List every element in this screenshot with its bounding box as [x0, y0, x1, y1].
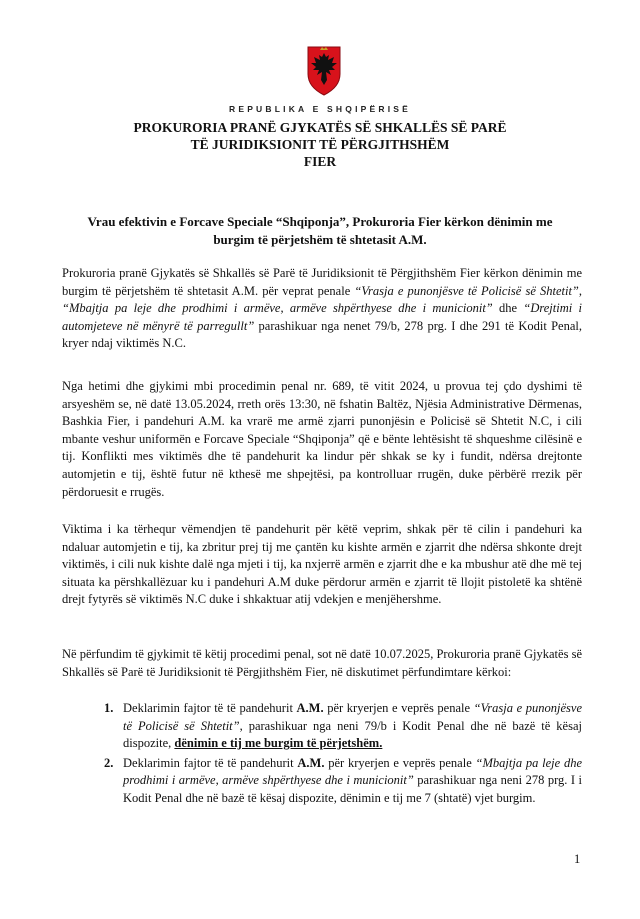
albanian-emblem-icon [304, 44, 344, 96]
paragraph-investigation: Nga hetimi dhe gjykimi mbi procedimin penal nr. 689, të vitit 2024, u provua tej çdo dyshimi të arsyeshëm se, në datë 13.05.2024, rreth orës 13:30, në fshatin Baltëz, Njësia Administrative Dërmenas, Bashkia Fier, i pandehuri A.M. ka vrarë me armë zjarri punonjësin e Policisë së Shtetit N.C, i cili mbante veshur uniformën e Forcave Speciale “Shqiponja” që e bënte lehtësisht të shqueshme cilësinë e tij. Konflikti mes viktimës dhe të pandehurit ka lindur për shkak se ky i fundit, ndërsa drejtonte automjetin e tij, është futur në kthesë me shpejtësi, pa kontrolluar rrugën, duke përbërë rrezik për përdoruesit e rrugës. [62, 379, 582, 499]
list-item: 2. Deklarimin fajtor të të pandehurit A.M. për kryerjen e veprës penale “Mbajtja pa leje dhe prodhimi i armëve, armëve shpërthyese dhe i municionit” parashikuar nga neni 278 prg. I i Kodit Penal dhe në bazë të kësaj dispozite, dënimin e tij me 7 (shtatë) vjet burgim. [104, 755, 582, 805]
paragraph-conclusion: Në përfundim të gjykimit të këtij procedimi penal, sot në datë 10.07.2025, Prokuroria pranë Gjykatës së Shkallës së Parë të Juridiksionit të Përgjithshëm Fier, në diskutimet përfundimtare kërkoi: [62, 647, 582, 679]
page-number: 1 [574, 852, 581, 866]
charge-driving: “Drejtimi i automjeteve në mënyrë të parregullt” [62, 301, 582, 333]
office-line-1: PROKURORIA PRANË GJYKATËS SË SHKALLËS SË PARË [133, 120, 507, 135]
charge-police-murder: “Vrasja e punonjësve të Policisë së Shtetit” [354, 283, 579, 298]
paragraph-request: Prokuroria pranë Gjykatës së Shkallës së Parë të Juridiksionit të Përgjithshëm Fier kërkon dënimin me burgim të përjetshëm të shtetasit A.M. për veprat penale “Vrasja e punonjësve të Policisë së Shtetit”, “Mbajtja pa leje dhe prodhimi i armëve, armëve shpërthyese dhe i municionit” dhe “Drejtimi i automjeteve në mënyrë të parregullt” parashikuar nga nenet 79/b, 278 prg. I dhe 291 të Kodit Penal, kryer ndaj viktimës N.C. [62, 266, 583, 351]
list-item: 1. Deklarimin fajtor të të pandehurit A.M. për kryerjen e veprës penale “Vrasja e punonjësve të Policisë së Shtetit”, parashikuar nga neni 79/b i Kodit Penal dhe në bazë të kësaj dispozite, dënimin e tij me burgim të përjetshëm. [104, 701, 582, 751]
title-line-1: Vrau efektivin e Forcave Speciale “Shqiponja”, Prokuroria Fier kërkon dënimin me [87, 214, 553, 229]
office-line-2: TË JURIDIKSIONIT TË PËRGJITHSHËM [190, 137, 450, 152]
title-line-2: burgim të përjetshëm të shtetasit A.M. [213, 232, 427, 247]
office-line-3: FIER [303, 154, 337, 169]
office-header [0, 119, 640, 170]
life-sentence-text: dënimin e tij me burgim të përjetshëm. [174, 736, 383, 751]
press-release-title [40, 213, 600, 249]
requests-list [104, 700, 582, 810]
republic-label: REPUBLIKA E SHQIPËRISË [228, 104, 412, 114]
charge-weapons: “Mbajtja pa leje dhe prodhimi i armëve, armëve shpërthyese dhe i municionit” [62, 301, 493, 316]
paragraph-incident: Viktima i ka tërhequr vëmendjen të pandehurit për këtë veprim, shkak për të cilin i pandehuri ka ndaluar automjetin e tij, ka zbritur prej tij me çantën ku kishte armën e zjarrit dhe ndërsa shkonte drejt viktimës, i cili nuk kishte dalë nga mjeti i tij, ka nxjerrë armën e zjarrit dhe e ka mbushur atë dhe më tej situata ka përshkallëzuar ku i pandehuri A.M duke përdorur armën e zjarrit të llojit pistoletë ka shtënë drejt fytyrës së viktimës N.C duke i shkaktuar atij vdekjen e menjëhershme. [62, 522, 582, 607]
